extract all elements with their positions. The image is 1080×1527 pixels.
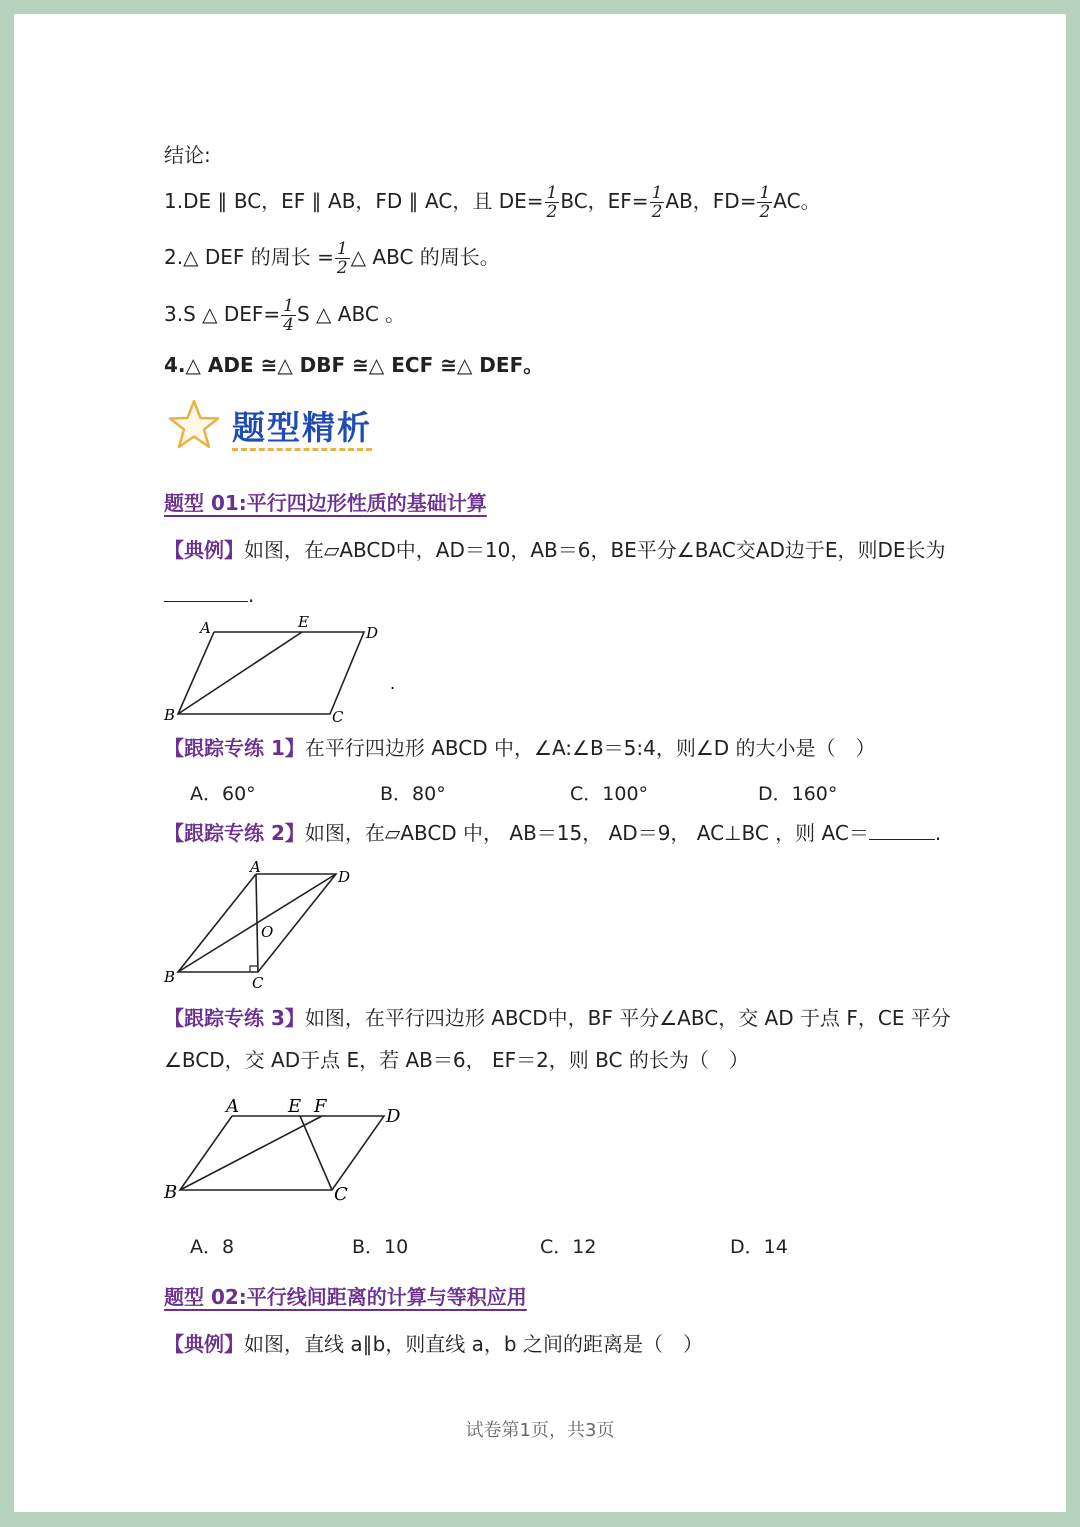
exam-page [14,14,1066,1512]
figure-parallelogram-1 [160,614,410,726]
type1-example: 【典例】如图，在▱ABCD中，AD＝10，AB＝6，BE平分∠BAC交AD边于E，则DE长为 [164,538,946,562]
practice1-choice-a[interactable]: A．60° [190,783,256,805]
fig3-label-D: D [386,1106,401,1127]
practice3-choice-c[interactable]: C．12 [540,1236,597,1258]
practice3-line2: ∠BCD，交 AD于点 E，若 AB＝6， EF＝2，则 BC 的长为（ ） [164,1048,749,1072]
fig3-label-E: E [288,1096,302,1117]
practice1-choice-b[interactable]: B．80° [380,783,446,805]
fig1-label-C: C [332,708,344,726]
fig3-label-C: C [334,1184,348,1205]
answer-blank [869,821,935,840]
practice2: 【跟踪专练 2】如图，在▱ABCD 中， AB＝15， AD＝9， AC⊥BC ，则 AC＝ . [164,821,942,845]
practice3-line1: 【跟踪专练 3】如图，在平行四边形 ABCD中，BF 平分∠ABC，交 AD 于点 F，CE 平分 [164,1006,951,1030]
star-icon [166,398,222,452]
fig2-label-D: D [338,868,351,886]
conclusion-item-2: 2.△ DEF 的周长 = $\frac{1}{2}$ △ ABC 的周长。 [164,239,500,278]
fig3-label-B: B [164,1182,178,1203]
fig2-label-O: O [261,923,274,941]
type2-heading: 题型 02:平行线间距离的计算与等积应用 [164,1285,527,1309]
conclusion-item-4: 4.△ ADE ≅△ DBF ≅△ ECF ≅△ DEF。 [164,353,544,377]
fraction: $\frac{1}{2}$ [336,239,348,278]
fraction: $\frac{1}{2}$ [759,183,771,222]
figure-parallelogram-2 [160,860,380,994]
page-footer: 试卷第1页，共3页 [465,1420,615,1441]
conclusion-heading: 结论: [164,143,211,167]
practice1-choice-d[interactable]: D．160° [758,783,838,805]
fig3-label-F: F [314,1096,327,1117]
fraction: $\frac{1}{4}$ [283,296,294,335]
section-title: 题型精析 [232,408,372,447]
practice3-choice-d[interactable]: D．14 [730,1236,788,1258]
fig2-label-B: B [164,968,176,986]
conclusion-item-1: 1.DE ∥ BC，EF ∥ AB，FD ∥ AC，且 DE= $\frac{1}{2}$ BC，EF= $\frac{1}{2}$ AB，FD= $\frac{1}{2}$ AC。 [164,183,821,222]
fig1-period: . [390,674,396,693]
fraction: $\frac{1}{2}$ [651,183,663,222]
fig1-label-B: B [164,706,176,724]
practice1: 【跟踪专练 1】在平行四边形 ABCD 中，∠A:∠B＝5:4，则∠D 的大小是（ ） [164,736,876,760]
fig1-label-E: E [298,614,309,631]
fig1-label-A: A [200,619,211,637]
fraction: $\frac{1}{2}$ [546,183,558,222]
fig1-label-D: D [366,624,379,642]
type2-example: 【典例】如图，直线 a∥b，则直线 a，b 之间的距离是（ ） [164,1332,703,1356]
type1-heading: 题型 01:平行四边形性质的基础计算 [164,491,487,515]
conclusion-item-3: 3.S △ DEF= $\frac{1}{4}$ S △ ABC 。 [164,296,406,335]
type1-example-answer-line: . [164,582,254,608]
practice3-choice-a[interactable]: A．8 [190,1236,235,1258]
answer-blank [164,583,248,602]
fig2-label-C: C [252,974,264,992]
fig2-label-A: A [250,860,261,876]
section-title-underline [232,448,372,451]
figure-parallelogram-3 [160,1094,430,1206]
practice1-choice-c[interactable]: C．100° [570,783,649,805]
practice3-choice-b[interactable]: B．10 [352,1236,409,1258]
fig3-label-A: A [226,1096,239,1117]
